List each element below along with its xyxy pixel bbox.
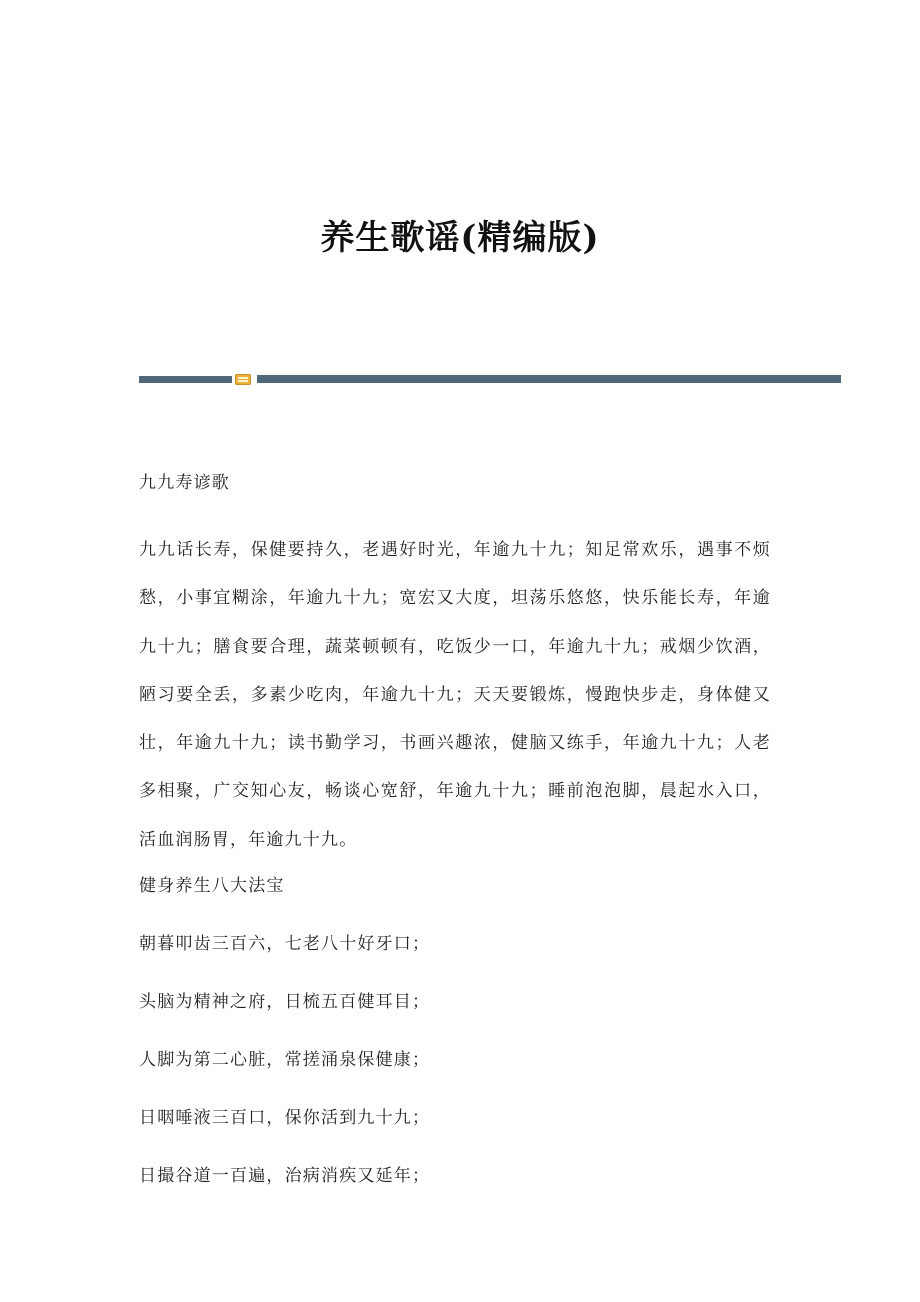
document-title: 养生歌谣(精编版) [320,218,600,258]
longevity-song-paragraph: 九九话长寿，保健要持久，老遇好时光，年逾九十九；知足常欢乐，遇事不烦愁，小事宜糊涂，年逾九十九；宽宏又大度，坦荡乐悠悠，快乐能长寿，年逾九十九；膳食要合理，蔬菜顿顿有，吃饭少一口，年逾九十九；戒烟少饮酒，陋习要全丢，多素少吃肉，年逾九十九；天天要锻炼，慢跑快步走，身体健又壮，年逾九十九；读书勤学习，书画兴趣浓，健脑又练手，年逾九十九；人老多相聚，广交知心友，畅谈心宽舒，年逾九十九；睡前泡泡脚，晨起水入口，活血润肠胃，年逾九十九。 [139,540,771,850]
divider-bar-right [257,375,841,383]
divider-bar-left [139,376,232,383]
section-heading-eight-treasures: 健身养生八大法宝 [139,876,285,897]
treasure-line: 日咽唾液三百口，保你活到九十九； [139,1108,431,1129]
section-heading-longevity-song: 九九寿谚歌 [139,473,230,493]
treasure-line: 人脚为第二心脏，常搓涌泉保健康； [139,1050,431,1071]
treasure-line: 日撮谷道一百遍，治病消疾又延年； [139,1166,431,1187]
title-divider [139,374,841,386]
divider-emblem-icon [235,374,251,385]
document-body [139,468,771,1219]
treasure-line: 朝暮叩齿三百六，七老八十好牙口； [139,934,431,955]
treasure-line: 头脑为精神之府，日梳五百健耳目； [139,992,431,1013]
